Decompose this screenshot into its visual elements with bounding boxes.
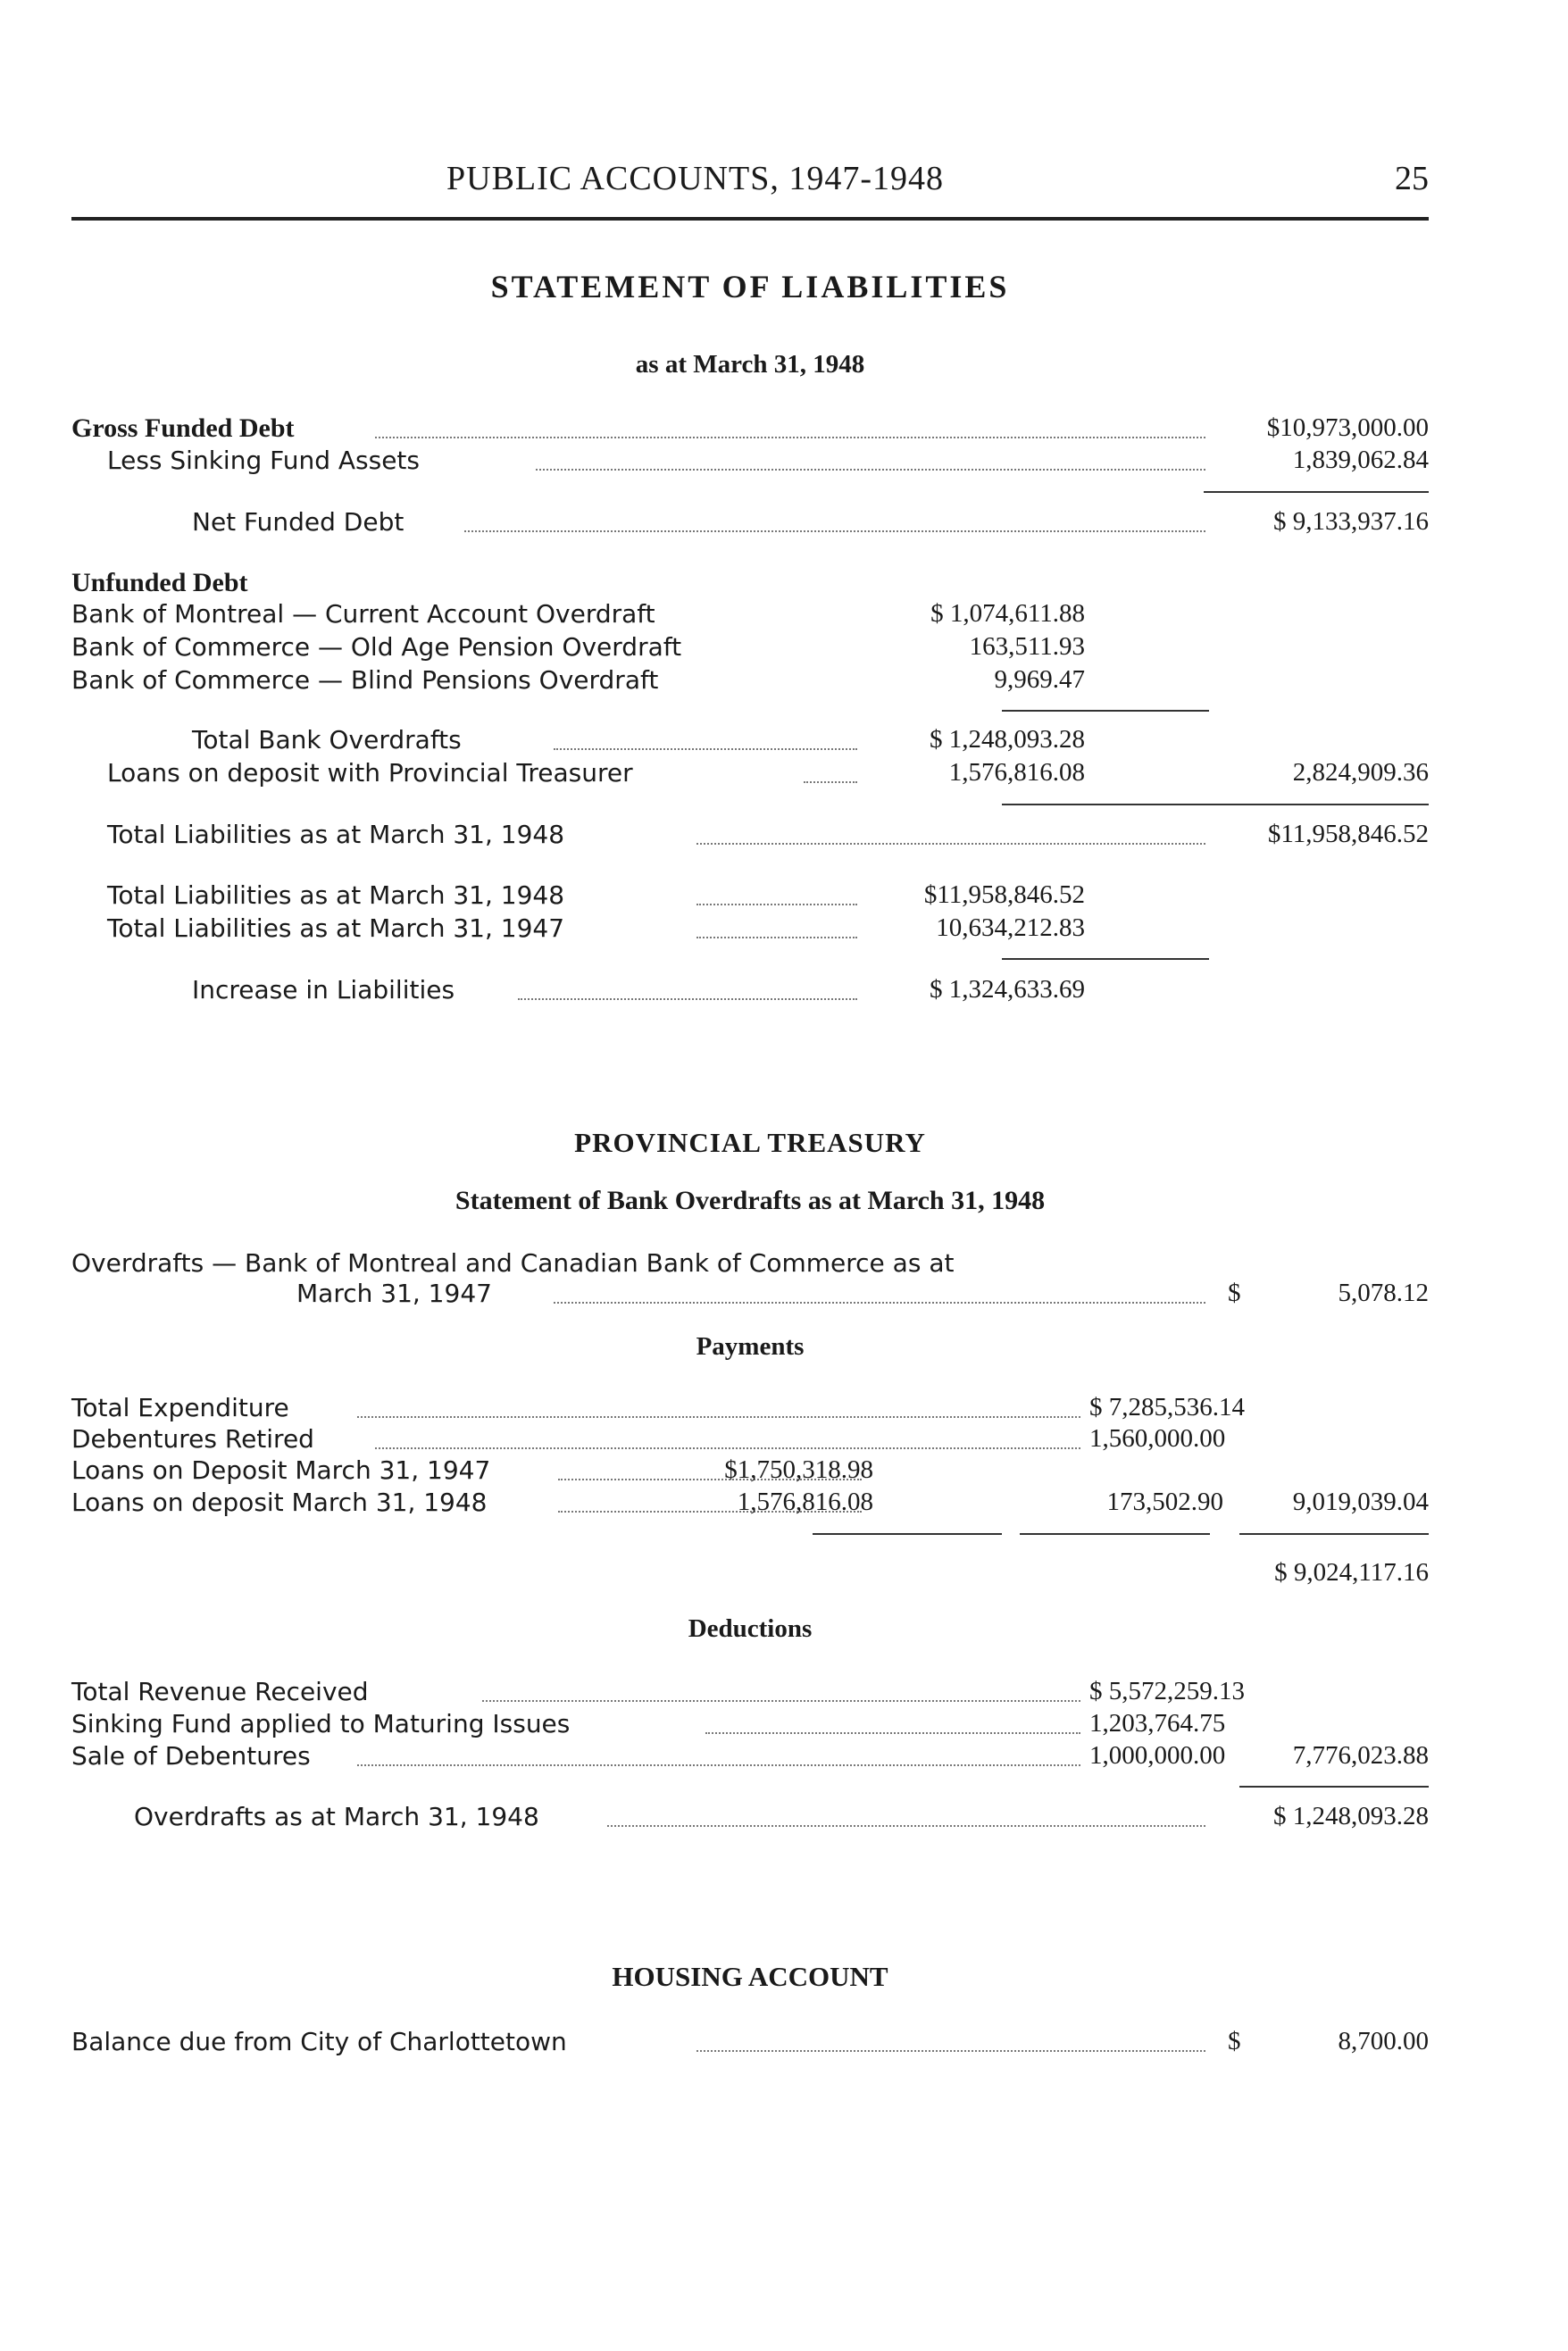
unfunded-debt-heading: Unfunded Debt: [71, 568, 248, 597]
overdraft-value: $ 1,074,611.88: [930, 599, 1085, 628]
payments-subtotal-value: 9,019,039.04: [1292, 1488, 1429, 1516]
leader-dots: [696, 937, 857, 938]
deductions-heading: Deductions: [688, 1614, 813, 1643]
page-header-title: PUBLIC ACCOUNTS, 1947-1948: [446, 160, 944, 197]
leader-dots: [804, 781, 857, 783]
unfunded-total-value: 2,824,909.36: [1292, 758, 1429, 787]
payment-value: 1,560,000.00: [1089, 1424, 1226, 1453]
increase-label: Increase in Liabilities: [192, 975, 455, 1005]
subtotal-rule: [1002, 958, 1209, 960]
total-bank-overdrafts-value: $ 1,248,093.28: [930, 725, 1085, 754]
increase-row: [71, 975, 1429, 1009]
payment-label: Total Expenditure: [71, 1393, 289, 1422]
deduction-value: 1,000,000.00: [1089, 1741, 1226, 1770]
overdraft-label: Bank of Commerce — Blind Pensions Overdraft: [71, 665, 659, 695]
header-rule: [71, 217, 1429, 221]
page-header: [71, 159, 1429, 204]
overdraft-row: [71, 665, 1429, 699]
payments-heading: Payments: [696, 1332, 805, 1361]
net-funded-debt-row: [71, 507, 1429, 541]
overdraft-label: Bank of Commerce — Old Age Pension Overdraft: [71, 632, 682, 662]
deduction-value: 1,203,764.75: [1089, 1709, 1226, 1738]
payment-row: [71, 1424, 1429, 1458]
housing-currency: $: [1228, 2027, 1241, 2055]
loans-row: [71, 1455, 1429, 1489]
treasury-title: PROVINCIAL TREASURY: [574, 1127, 926, 1158]
opening-overdraft-label: Overdrafts — Bank of Montreal and Canadian Bank of Commerce as at: [71, 1248, 955, 1278]
deduction-label: Total Revenue Received: [71, 1677, 369, 1706]
subtotal-rule: [813, 1533, 1002, 1535]
leader-dots: [554, 1302, 1205, 1304]
deduction-label: Sinking Fund applied to Maturing Issues: [71, 1709, 571, 1738]
overdraft-label: Bank of Montreal — Current Account Overdraft: [71, 599, 655, 629]
opening-overdraft-value: 5,078.12: [1338, 1279, 1429, 1307]
total-liabilities-label: Total Liabilities as at March 31, 1948: [107, 820, 565, 849]
sinking-fund-value: 1,839,062.84: [1292, 446, 1429, 474]
comparison-value: $11,958,846.52: [923, 880, 1085, 909]
total-bank-overdrafts-label: Total Bank Overdrafts: [192, 725, 462, 754]
subtotal-rule: [1204, 491, 1429, 493]
liabilities-title: STATEMENT OF LIABILITIES: [490, 269, 1010, 304]
gross-funded-debt-label: Gross Funded Debt: [71, 413, 295, 443]
comparison-label: Total Liabilities as at March 31, 1948: [107, 880, 565, 910]
leader-dots: [554, 748, 857, 750]
liabilities-subtitle: as at March 31, 1948: [635, 350, 865, 379]
leader-dots: [696, 843, 1205, 845]
leader-dots: [705, 1732, 1080, 1734]
loans-value: $1,750,318.98: [724, 1455, 873, 1484]
payment-label: Debentures Retired: [71, 1424, 314, 1454]
loans-label: Loans on deposit March 31, 1948: [71, 1488, 488, 1517]
overdraft-value: 163,511.93: [969, 632, 1085, 661]
leader-dots: [536, 469, 1205, 471]
loans-label: Loans on Deposit March 31, 1947: [71, 1455, 491, 1485]
closing-overdraft-value: $ 1,248,093.28: [1273, 1802, 1429, 1830]
net-funded-debt-value: $ 9,133,937.16: [1273, 507, 1429, 536]
payments-total-row: [71, 1558, 1429, 1592]
payment-row: [71, 1393, 1429, 1427]
deductions-total-value: 7,776,023.88: [1292, 1741, 1429, 1770]
leader-dots: [482, 1700, 1080, 1702]
leader-dots: [375, 1447, 1080, 1449]
closing-overdraft-label: Overdrafts as at March 31, 1948: [134, 1802, 539, 1831]
leader-dots: [357, 1416, 1080, 1418]
deduction-row: [71, 1709, 1429, 1743]
gross-funded-debt-row: [71, 413, 1429, 447]
leader-dots: [357, 1764, 1080, 1766]
deduction-value: $ 5,572,259.13: [1089, 1677, 1245, 1705]
unfunded-debt-heading-row: [71, 568, 1429, 602]
leader-dots: [464, 530, 1205, 532]
loans-value: 1,576,816.08: [737, 1488, 873, 1516]
leader-dots: [375, 437, 1205, 438]
comparison-value: 10,634,212.83: [936, 913, 1085, 942]
increase-value: $ 1,324,633.69: [930, 975, 1085, 1004]
leader-dots: [696, 904, 857, 905]
housing-balance-row: [71, 2027, 1429, 2061]
loans-net-value: 173,502.90: [1106, 1488, 1223, 1516]
overdraft-row: [71, 599, 1429, 633]
deduction-row: [71, 1741, 1429, 1775]
subtotal-rule: [1020, 1533, 1210, 1535]
loans-on-deposit-label: Loans on deposit with Provincial Treasurer: [107, 758, 633, 788]
loans-on-deposit-row: [71, 758, 1429, 792]
opening-overdraft-date: March 31, 1947: [296, 1279, 492, 1308]
leader-dots: [518, 998, 857, 1000]
subtotal-rule: [1002, 804, 1429, 805]
payment-value: $ 7,285,536.14: [1089, 1393, 1245, 1421]
comparison-row: [71, 913, 1429, 947]
leader-dots: [696, 2050, 1205, 2052]
housing-balance-value: 8,700.00: [1338, 2027, 1429, 2055]
deduction-label: Sale of Debentures: [71, 1741, 311, 1771]
sinking-fund-row: [71, 446, 1429, 479]
comparison-label: Total Liabilities as at March 31, 1947: [107, 913, 565, 943]
total-liabilities-row: [71, 820, 1429, 854]
net-funded-debt-label: Net Funded Debt: [192, 507, 405, 537]
opening-currency: $: [1228, 1279, 1241, 1307]
gross-funded-debt-value: $10,973,000.00: [1266, 413, 1429, 442]
subtotal-rule: [1239, 1533, 1429, 1535]
page-number: 25: [1395, 160, 1429, 197]
subtotal-rule: [1002, 710, 1209, 712]
closing-overdraft-row: [71, 1802, 1429, 1836]
opening-overdraft-row: [71, 1248, 1429, 1282]
loans-row: [71, 1488, 1429, 1521]
deduction-row: [71, 1677, 1429, 1711]
overdraft-row: [71, 632, 1429, 666]
sinking-fund-label: Less Sinking Fund Assets: [107, 446, 420, 475]
housing-title: HOUSING ACCOUNT: [612, 1961, 888, 1992]
subtotal-rule: [1239, 1786, 1429, 1788]
housing-balance-label: Balance due from City of Charlottetown: [71, 2027, 567, 2056]
total-liabilities-value: $11,958,846.52: [1267, 820, 1429, 848]
treasury-subtitle: Statement of Bank Overdrafts as at March 31, 1948: [455, 1186, 1046, 1215]
total-bank-overdrafts-row: [71, 725, 1429, 759]
overdraft-value: 9,969.47: [994, 665, 1085, 694]
comparison-row: [71, 880, 1429, 914]
payments-total-value: $ 9,024,117.16: [1274, 1558, 1429, 1587]
opening-overdraft-row-2: [71, 1279, 1429, 1313]
leader-dots: [607, 1825, 1205, 1827]
loans-on-deposit-value: 1,576,816.08: [948, 758, 1085, 787]
